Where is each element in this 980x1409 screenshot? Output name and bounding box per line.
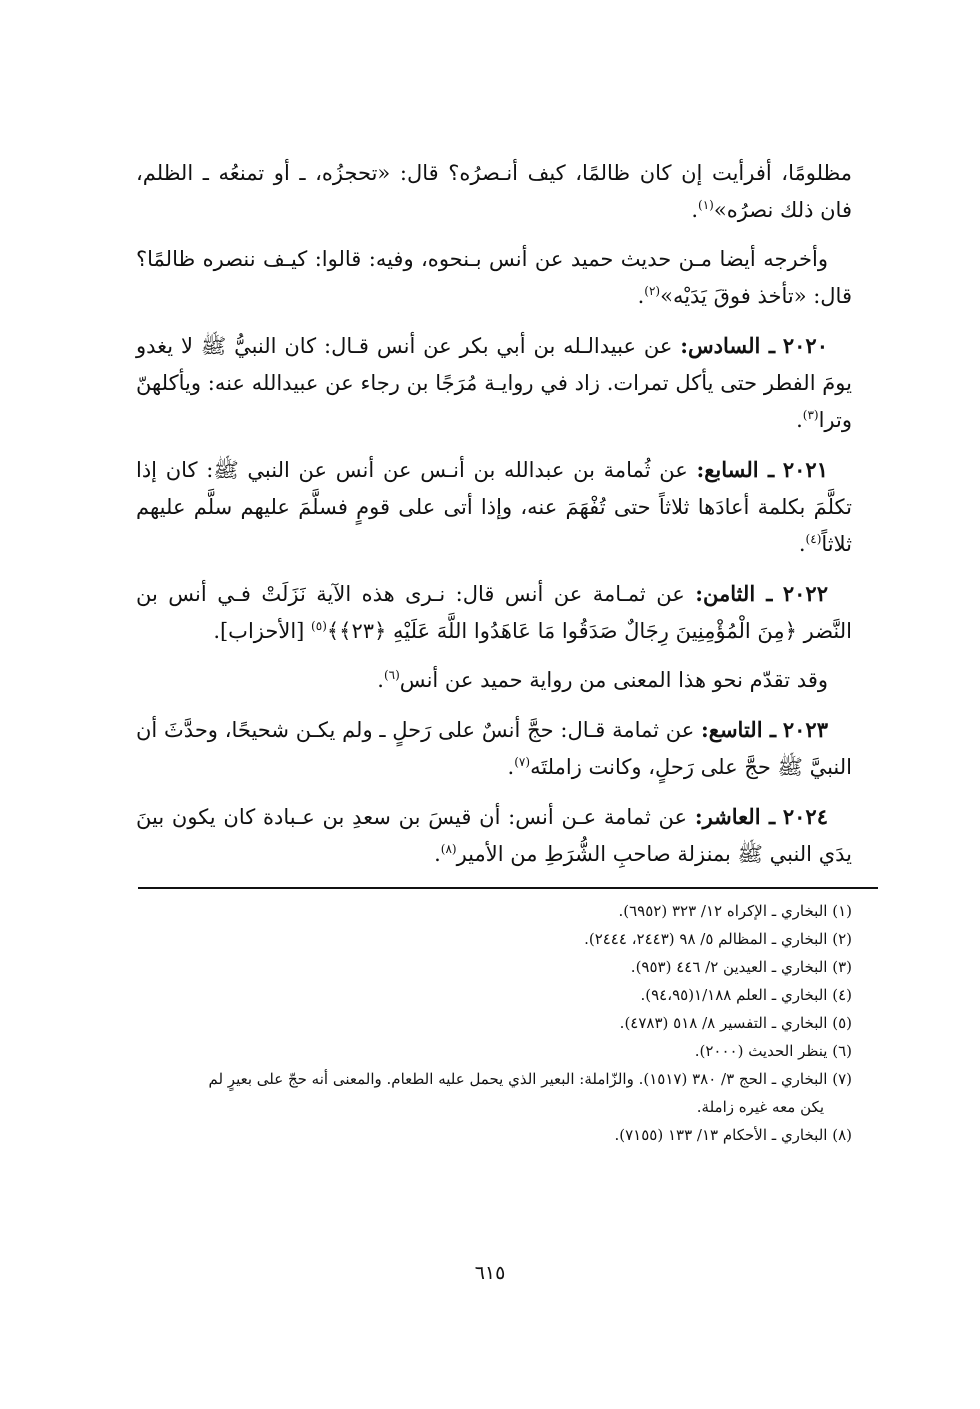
paragraph-text: عن ثُمامة بن عبدالله بن أنـس عن أنس عن النبي ﷺ: كان إذا تكلَّمَ بكلمة أعادَها ثلاثاً حتى تُفْهَمَ عنه، وإذا أتى على قومٍ فسلَّمَ عليهم سلَّم عليهم ثلاثاً [136,458,852,556]
hadith-2022: ٢٠٢٢ ـ الثامن: عن ثمـامة عن أنس قال: نـرى هذه الآية نَزَلَتْ فـي أنس بن النَّضر ﴿مِنَ الْمُؤْمِنِينَ رِجَالٌ صَدَقُوا مَا عَاهَدُوا اللَّهَ عَلَيْهِ ﴿٢٣﴾﴾$^{(٥)}$ [الأحزاب]. [136,581,852,643]
footnote-7-continuation: يكن معه غيره زاملة. [696,1098,824,1116]
footnote-2: (٢) البخاري ـ المظالم ٥/ ٩٨ (٢٤٤٣، ٢٤٤٤). [584,930,852,948]
hadith-2020: ٢٠٢٠ ـ السادس: عن عبيدالـله بن أبي بكر عن أنس قـال: كان النبيُّ ﷺ لا يغدو يومَ الفطر حتى يأكل تمرات. زاد في روايـة مُرَجًا بن رجاء عن عبيدالله عنه: ويأكلهنّ وترا$^{(٣)}$. [136,333,852,432]
hadith-label: ـ الثامن: [695,581,773,606]
footnote-separator [138,887,878,889]
footnote-5: (٥) البخاري ـ التفسير ٨/ ٥١٨ (٤٧٨٣). [619,1014,852,1032]
paragraph-continuation: مظلومًا، أفرأيت إن كان ظالمًا، كيف أنـصرُه؟ قال: «تحجزُه، ـ أو تمنعُه ـ الظلم، فان ذلك نصرُه»$^{(١)}$. [136,161,852,222]
hadith-number: ٢٠٢٢ [782,581,828,606]
paragraph-text: وقد تقدّم نحو هذا المعنى من رواية حميد عن أنس [399,668,828,692]
footnote-ref[interactable]: (٧) [514,755,531,769]
footnote-ref[interactable]: (١) [698,198,714,212]
hadith-label: ـ التاسع: [701,717,777,742]
hadith-2021: ٢٠٢١ ـ السابع: عن ثُمامة بن عبدالله بن أنـس عن أنس عن النبي ﷺ: كان إذا تكلَّمَ بكلمة أعادَها ثلاثاً حتى تُفْهَمَ عنه، وإذا أتى على قومٍ فسلَّمَ عليهم سلَّم عليهم ثلاثاً$^{(٤)}$. [136,457,852,556]
footnote-7: (٧) البخاري ـ الحج ٣/ ٣٨٠ (١٥١٧). والزّاملة: البعير الذي يحمل عليه الطعام. والمعنى أنه حجّ على بعيرٍ لم [208,1070,852,1088]
paragraph-text: عن ثمامة عـن أنس: أن قيسَ بن سعدِ بن عـبادة كان يكون بينَ يدَي النبي ﷺ بمنزلة صاحبِ الشُّرَطِ من الأمير [136,805,852,866]
page-number: ٦١٥ [474,1262,506,1284]
paragraph-text: مظلومًا، أفرأيت إن كان ظالمًا، كيف أنـصرُه؟ قال: «تحجزُه، ـ أو تمنعُه ـ الظلم، فان ذلك نصرُه» [136,161,852,222]
footnote-ref[interactable]: (٥) [311,619,327,633]
hadith-2024: ٢٠٢٤ ـ العاشر: عن ثمامة عـن أنس: أن قيسَ بن سعدِ بن عـبادة كان يكون بينَ يدَي النبي ﷺ بمنزلة صاحبِ الشُّرَطِ من الأمير$^{(٨)}$. [136,804,852,866]
hadith-2023: ٢٠٢٣ ـ التاسع: عن ثمامة قـال: حجَّ أنسٌ على رَحلٍ ـ ولم يكـن شحيحًا، وحدَّثَ أن النبيَّ ﷺ حجَّ على رَحلٍ، وكانت زاملتَه$^{(٧)}$. [136,717,852,779]
paragraph-text: عن ثمامة قـال: حجَّ أنسٌ على رَحلٍ ـ ولم يكـن شحيحًا، وحدَّثَ أن النبيَّ ﷺ حجَّ على رَحلٍ، وكانت زاملتَه [136,718,852,779]
page-body [136,155,852,1149]
hadith-label: ـ السادس: [680,333,775,358]
footnote-ref[interactable]: (٨) [440,842,457,856]
footnote-6: (٦) ينظر الحديث (٢٠٠٠). [694,1042,852,1060]
footnote-ref[interactable]: (٢) [644,284,661,298]
footnote-1: (١) البخاري ـ الإكراه ١٢/ ٣٢٣ (٦٩٥٢). [618,902,852,920]
footnote-3: (٣) البخاري ـ العيدين ٢/ ٤٤٦ (٩٥٣). [630,958,852,976]
paragraph-note: وقد تقدّم نحو هذا المعنى من رواية حميد عن أنس$^{(٦)}$. [377,668,828,692]
footnote-ref[interactable]: (٤) [805,532,822,546]
footnote-ref[interactable]: (٣) [802,408,819,422]
paragraph-text: عن عبيدالـله بن أبي بكر عن أنس قـال: كان النبيُّ ﷺ لا يغدو يومَ الفطر حتى يأكل تمرات. زاد في روايـة مُرَجًا بن رجاء عن عبيدالله عنه: ويأكلهنّ وترا [136,334,852,432]
hadith-label: ـ السابع: [696,457,775,482]
footnote-ref[interactable]: (٦) [383,668,400,682]
paragraph-text: وأخرجه أيضا مـن حديث حميد عن أنس بـنحوه، وفيه: قالوا: كيـف ننصره ظالمًا؟ قال: «تأخذ فوقَ يَدَيْه» [136,247,852,308]
hadith-number: ٢٠٢١ [782,457,828,482]
hadith-number: ٢٠٢٣ [782,717,828,742]
footnotes [136,897,852,1149]
footnote-4: (٤) البخاري ـ العلم ١/١٨٨(٩٤،٩٥). [640,986,852,1004]
paragraph-hadith-variant: وأخرجه أيضا مـن حديث حميد عن أنس بـنحوه، وفيه: قالوا: كيـف ننصره ظالمًا؟ قال: «تأخذ فوقَ يَدَيْه»$^{(٢)}$. [136,247,852,308]
hadith-label: ـ العاشر: [694,804,776,829]
hadith-number: ٢٠٢٤ [782,804,828,829]
hadith-number: ٢٠٢٠ [782,333,828,358]
footnote-8: (٨) البخاري ـ الأحكام ١٣/ ١٣٣ (٧١٥٥). [614,1126,852,1144]
paragraph-text: عن ثمـامة عن أنس قال: نـرى هذه الآية نَزَلَتْ فـي أنس بن النَّضر ﴿مِنَ الْمُؤْمِنِينَ رِجَالٌ صَدَقُوا مَا عَاهَدُوا اللَّهَ عَلَيْهِ ﴿٢٣﴾﴾ [136,582,852,643]
